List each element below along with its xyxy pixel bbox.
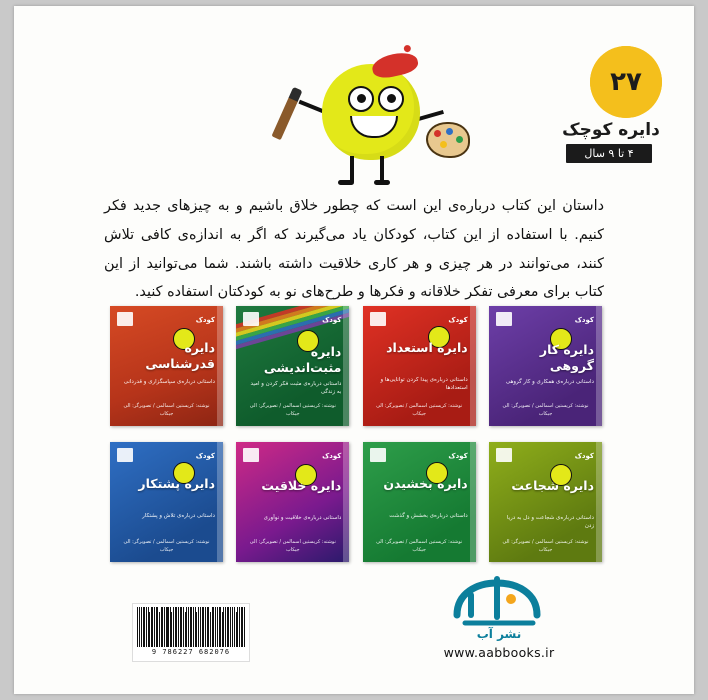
publisher-logo-icon — [496, 312, 512, 326]
age-range-label: ۴ تا ۹ سال — [566, 144, 652, 163]
book-thumbnail[interactable] — [236, 306, 349, 426]
book-subtitle: داستانی درباره‌ی شجاعت و دل به دریا زدن — [506, 515, 594, 530]
book-author: نوشته: کریستین اسمالمن / تصویرگر: الی جیکاب — [123, 403, 210, 417]
book-kid-label: کودک — [195, 452, 215, 460]
mascot-eye-left — [348, 86, 374, 112]
publisher-logo-icon — [370, 448, 386, 462]
book-subtitle: داستانی درباره‌ی سپاسگزاری و قدردانی — [123, 379, 215, 385]
mascot-foot-left — [338, 180, 354, 185]
publisher-block — [414, 575, 584, 660]
mascot-eye-right — [378, 86, 404, 112]
palette-icon — [426, 122, 470, 158]
barcode-bars — [137, 607, 245, 647]
book-thumbnail[interactable] — [489, 442, 602, 562]
book-thumbnail[interactable] — [236, 442, 349, 562]
mascot-leg-right — [380, 156, 384, 182]
book-kid-label: کودک — [574, 316, 594, 324]
mascot-foot-right — [374, 180, 390, 185]
book-kid-label: کودک — [574, 452, 594, 460]
book-title: دایره خلاقیت — [261, 478, 342, 493]
mascot-leg-left — [350, 156, 354, 182]
mascot-illustration — [276, 44, 466, 184]
book-subtitle: داستانی درباره‌ی مثبت فکر کردن و امید به زندگی — [250, 381, 342, 396]
book-author: نوشته: کریستین اسمالمن / تصویرگر: الی جیکاب — [502, 403, 589, 417]
book-title: دایره کار گروهی — [539, 342, 594, 373]
book-subtitle: داستانی درباره‌ی بخشش و گذشت — [389, 513, 468, 519]
publisher-name: نشر آب — [476, 627, 522, 641]
book-title: دایره مثبت‌اندیشی — [263, 344, 342, 375]
book-author: نوشته: کریستین اسمالمن / تصویرگر: الی جیکاب — [249, 403, 336, 417]
isbn-digits: 9 786227 682076 — [151, 648, 231, 656]
book-kid-label: کودک — [448, 316, 468, 324]
publisher-logo-icon — [370, 312, 386, 326]
book-subtitle: داستانی درباره‌ی پیدا کردن توانایی‌ها و استعدادها — [380, 377, 468, 392]
book-row-bottom — [110, 442, 602, 562]
publisher-logo-icon — [496, 448, 512, 462]
book-subtitle: داستانی درباره‌ی خلاقیت و نوآوری — [263, 515, 342, 521]
publisher-website[interactable]: www.aabbooks.ir — [443, 645, 555, 660]
book-kid-label: کودک — [195, 316, 215, 324]
book-author: نوشته: کریستین اسمالمن / تصویرگر: الی جیکاب — [123, 539, 210, 553]
book-author: نوشته: کریستین اسمالمن / تصویرگر: الی جیکاب — [502, 539, 589, 553]
book-author: نوشته: کریستین اسمالمن / تصویرگر: الی جیکاب — [376, 403, 463, 417]
book-title: دایره استعداد — [386, 340, 468, 355]
book-subtitle: داستانی درباره‌ی تلاش و پشتکار — [142, 513, 215, 519]
series-name: دایره کوچک — [562, 120, 660, 140]
book-title: دایره بخشیدن — [383, 476, 468, 491]
book-row-top — [110, 306, 602, 426]
barcode — [132, 603, 250, 662]
book-thumbnail[interactable] — [363, 442, 476, 562]
series-badge — [546, 46, 676, 166]
series-number: ۲۷ — [590, 46, 662, 118]
book-thumbnail[interactable] — [489, 306, 602, 426]
book-thumbnail[interactable] — [363, 306, 476, 426]
book-kid-label: کودک — [448, 452, 468, 460]
beret-icon — [370, 49, 420, 80]
publisher-logo-icon — [117, 312, 133, 326]
book-back-cover — [14, 6, 694, 694]
book-subtitle: داستانی درباره‌ی همکاری و کار گروهی — [505, 379, 594, 385]
book-title: دایره شجاعت — [511, 478, 594, 493]
mascot-body — [322, 64, 420, 160]
paintbrush-icon — [271, 96, 298, 140]
book-author: نوشته: کریستین اسمالمن / تصویرگر: الی جیکاب — [249, 539, 336, 553]
publisher-logo-mark — [414, 575, 584, 631]
description-paragraph: داستان این کتاب درباره‌ی این است که چطور خلاق باشیم و به چیزهای جدید فکر کنیم. با استفاده از این کتاب، کودکان یاد می‌گیرند که اگر به اندازه‌ی کافی تلاش کنند، می‌توانند در هر چیزی و هر کاری خلاقیت داشته باشند. شما می‌توانید از این کتاب برای معرفی تفکر خلاقانه و فکرها و طرح‌های نو به کودکتان استفاده کنید. — [104, 198, 604, 301]
book-thumbnail[interactable] — [110, 306, 223, 426]
book-title: دایره قدرشناسی — [145, 340, 215, 371]
publisher-logo-icon — [243, 312, 259, 326]
publisher-logo-icon — [243, 448, 259, 462]
publisher-logo-icon — [117, 448, 133, 462]
book-kid-label: کودک — [322, 316, 342, 324]
series-book-grid — [110, 306, 602, 578]
book-kid-label: کودک — [322, 452, 342, 460]
book-author: نوشته: کریستین اسمالمن / تصویرگر: الی جیکاب — [376, 539, 463, 553]
book-title: دایره پشتکار — [138, 476, 215, 491]
book-thumbnail[interactable] — [110, 442, 223, 562]
